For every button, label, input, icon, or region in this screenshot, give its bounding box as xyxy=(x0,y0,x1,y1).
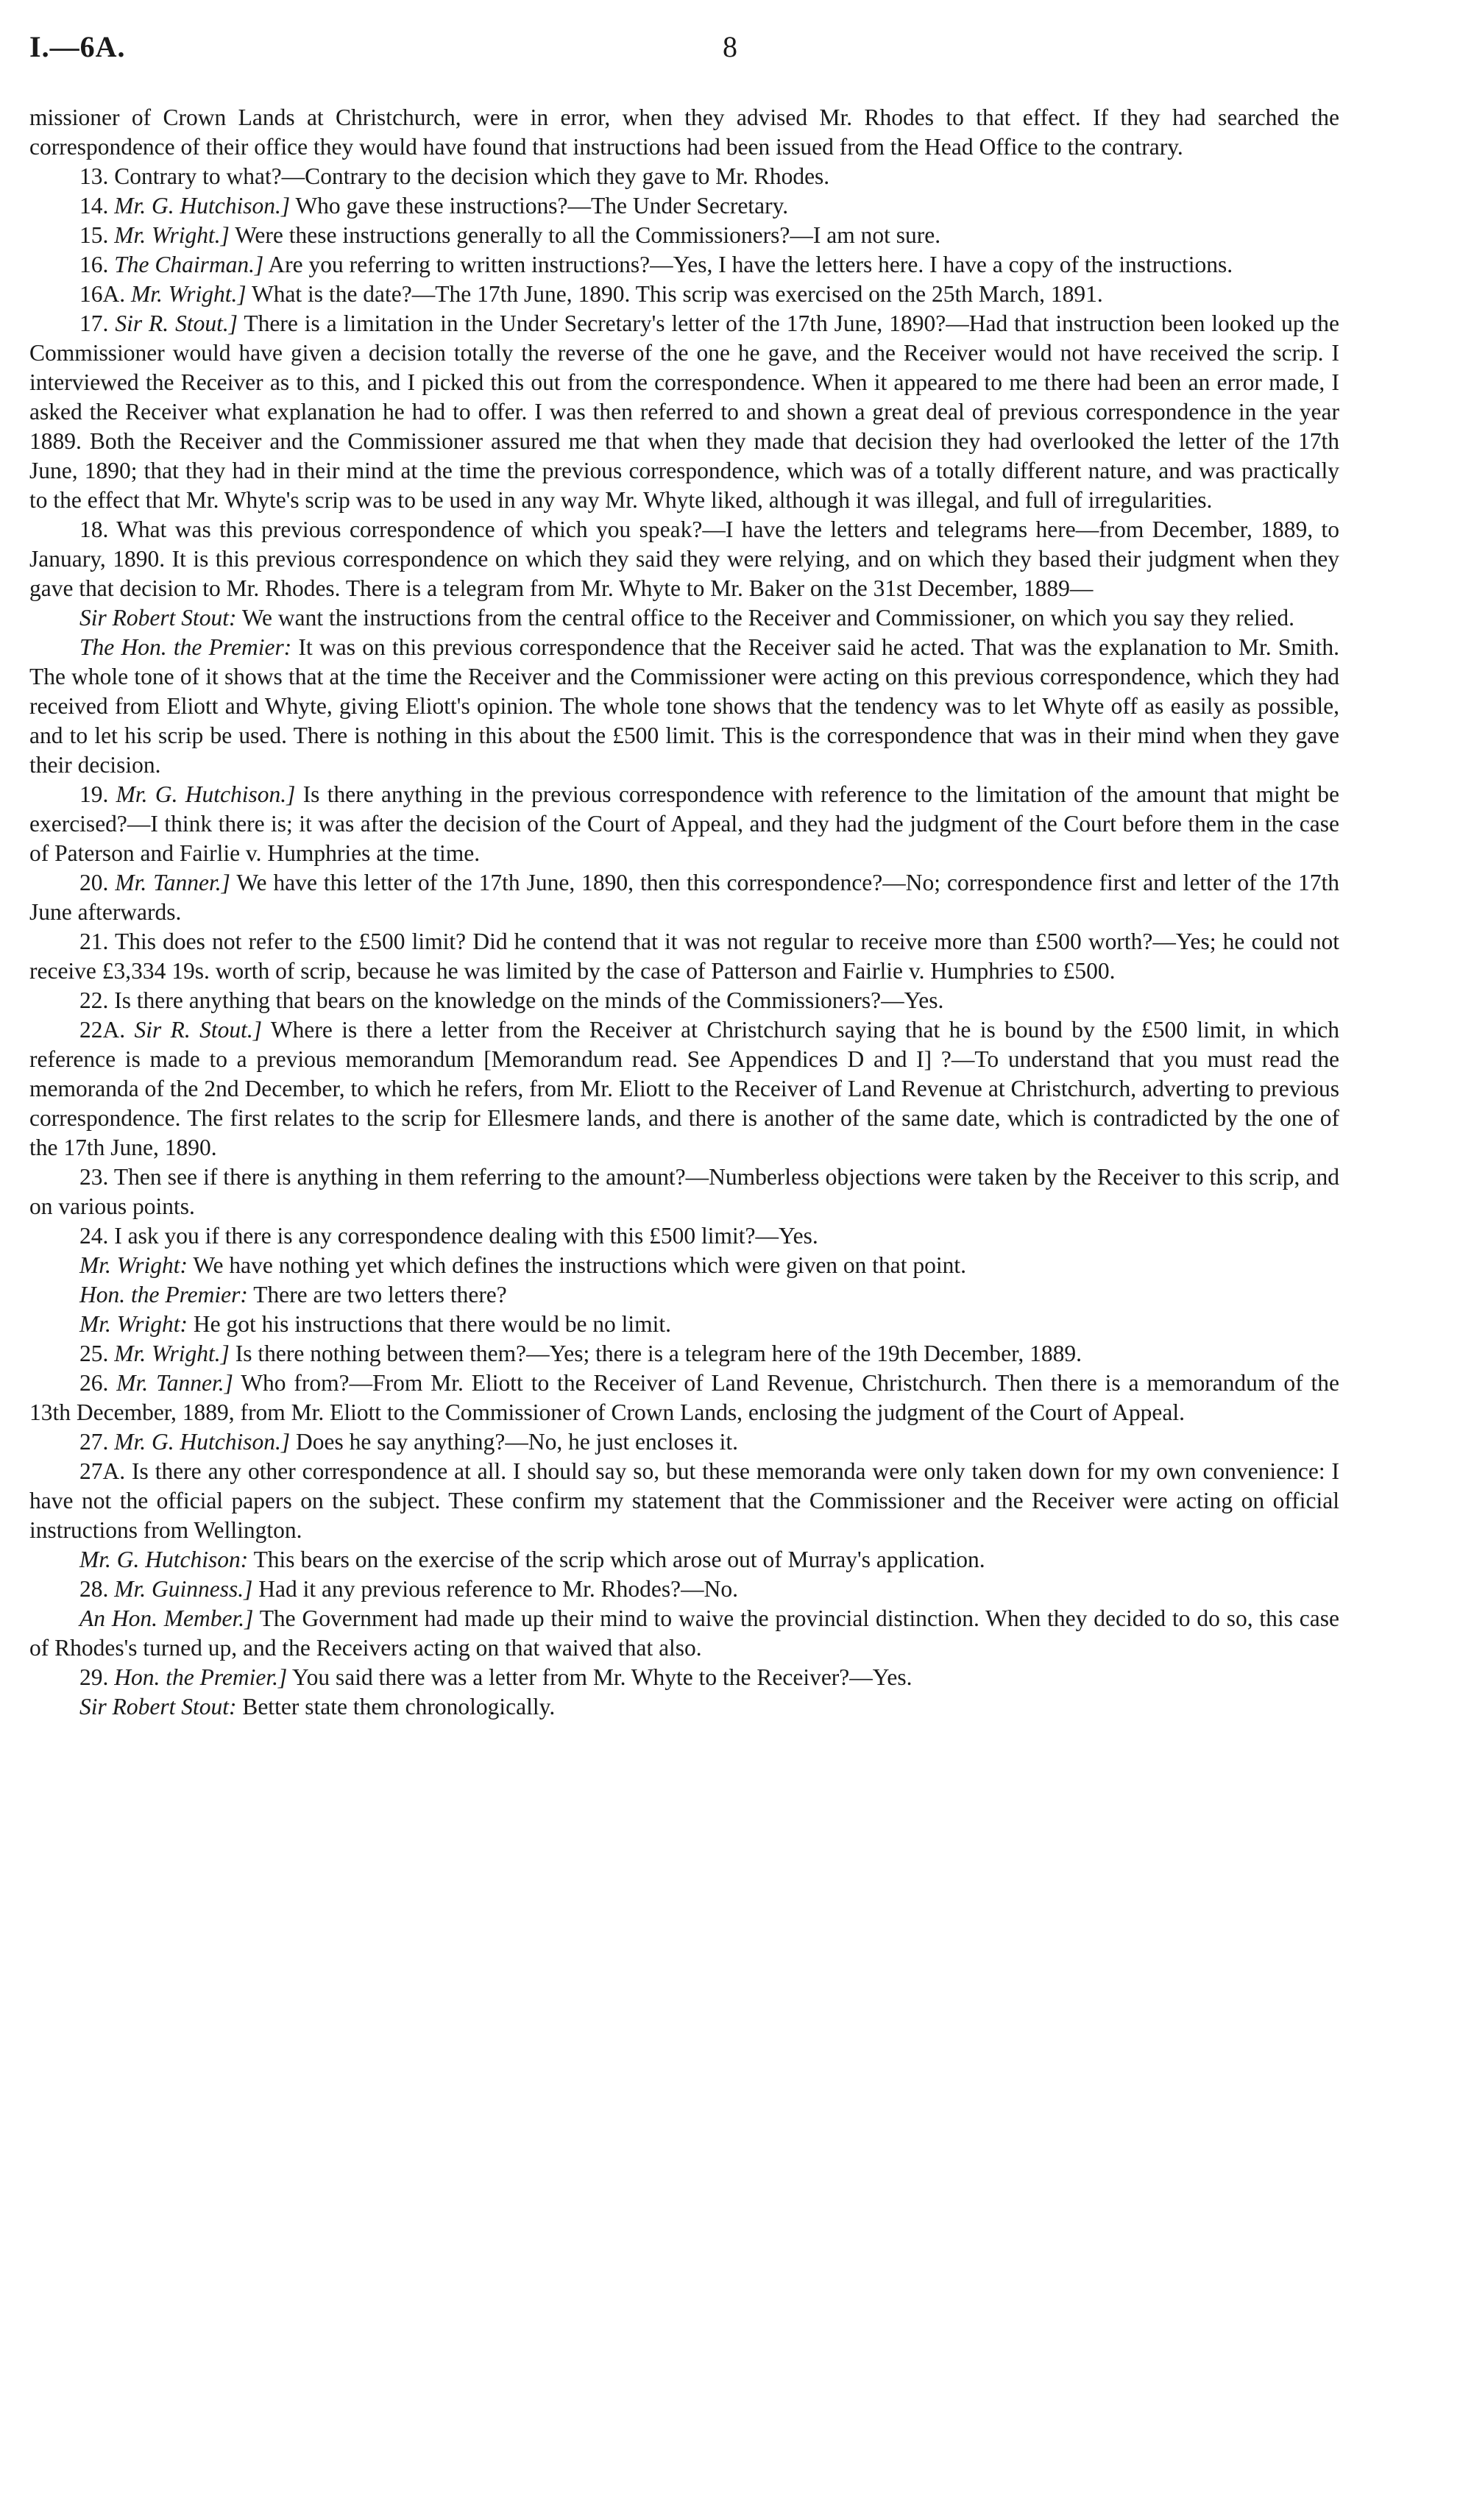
paragraph-13: 13. Contrary to what?—Contrary to the decision which they gave to Mr. Rhodes. xyxy=(79,163,830,189)
paragraph-stout-remark: Sir Robert Stout: We want the instructions from the central office to the Receiver and Commissioner, on which you say they relied. xyxy=(79,605,1295,631)
paragraph-stout-closing: Sir Robert Stout: Better state them chronologically. xyxy=(79,1694,556,1719)
paragraph-21: 21. This does not refer to the £500 limit? Did he contend that it was not regular to receive more than £500 worth?—Yes; he could not receive £3,334 19s. worth of scrip, because he was limited by the case of Patterson and Fairlie v. Humphries to £500. xyxy=(29,929,1339,984)
paragraph-27a: 27A. Is there any other correspondence at all. I should say so, but these memoranda were only taken down for my own convenience: I have not the official papers on the subject. These confirm my statement that the Commissioner and the Receiver were acting on official instructions from Wellington. xyxy=(29,1458,1339,1543)
paragraph-15: 15. Mr. Wright.] Were these instructions generally to all the Commissioners?—I am not sure. xyxy=(79,222,941,248)
document-body xyxy=(29,103,1339,1722)
section-reference: I.—6A. xyxy=(29,30,126,63)
paragraph-24: 24. I ask you if there is any correspondence dealing with this £500 limit?—Yes. xyxy=(79,1223,818,1249)
paragraph-18: 18. What was this previous correspondence of which you speak?—I have the letters and telegrams here—from December, 1889, to January, 1890. It is this previous correspondence on which they said they were relying, and on which they based their judgment when they gave that decision to Mr. Rhodes. There is a telegram from Mr. Whyte to Mr. Baker on the 31st December, 1889— xyxy=(29,517,1339,601)
paragraph-22: 22. Is there anything that bears on the knowledge on the minds of the Commissioners?—Yes. xyxy=(79,987,944,1013)
paragraph-wright-reply: Mr. Wright: He got his instructions that there would be no limit. xyxy=(79,1311,672,1337)
paragraph-25: 25. Mr. Wright.] Is there nothing between them?—Yes; there is a telegram here of the 19th December, 1889. xyxy=(79,1341,1082,1366)
paragraph-26: 26. Mr. Tanner.] Who from?—From Mr. Eliott to the Receiver of Land Revenue, Christchurch. Then there is a memorandum of the 13th December, 1889, from Mr. Eliott to the Commissioner of Crown Lands, enclosing the judgment of the Court of Appeal. xyxy=(29,1370,1339,1425)
paragraph-20: 20. Mr. Tanner.] We have this letter of the 17th June, 1890, then this correspondence?—No; correspondence first and letter of the 17th June afterwards. xyxy=(29,870,1339,925)
paragraph-28: 28. Mr. Guinness.] Had it any previous reference to Mr. Rhodes?—No. xyxy=(79,1576,738,1602)
paragraph-16a: 16A. Mr. Wright.] What is the date?—The 17th June, 1890. This scrip was exercised on the 25th March, 1891. xyxy=(79,281,1103,307)
paragraph-19: 19. Mr. G. Hutchison.] Is there anything in the previous correspondence with reference to the limitation of the amount that might be exercised?—I think there is; it was after the decision of the Court of Appeal, and they had the judgment of the Court before them in the case of Paterson and Fairlie v. Humphries at the time. xyxy=(29,781,1339,866)
paragraph-premier-remark: The Hon. the Premier: It was on this previous correspondence that the Receiver said he acted. That was the explanation to Mr. Smith. The whole tone of it shows that at the time the Receiver and the Commissioner were acting on this previous correspondence, which they had received from Eliott and Whyte, giving Eliott's opinion. The whole tone shows that the tendency was to let Whyte off as easily as possible, and to let his scrip be used. There is nothing in this about the £500 limit. This is the correspondence that was in their mind when they gave their decision. xyxy=(29,634,1340,778)
paragraph-27: 27. Mr. G. Hutchison.] Does he say anything?—No, he just encloses it. xyxy=(79,1429,739,1455)
paragraph-wright-remark: Mr. Wright: We have nothing yet which defines the instructions which were given on that point. xyxy=(79,1252,967,1278)
paragraph-29: 29. Hon. the Premier.] You said there was a letter from Mr. Whyte to the Receiver?—Yes. xyxy=(79,1664,912,1690)
paragraph-23: 23. Then see if there is anything in them referring to the amount?—Numberless objections were taken by the Receiver to this scrip, and on various points. xyxy=(29,1164,1339,1219)
paragraph-14: 14. Mr. G. Hutchison.] Who gave these instructions?—The Under Secretary. xyxy=(79,193,789,219)
paragraph-17: 17. Sir R. Stout.] There is a limitation in the Under Secretary's letter of the 17th June, 1890?—Had that instruction been looked up the Commissioner would have given a decision totally the reverse of the one he gave, and the Receiver would not have received the scrip. I interviewed the Receiver as to this, and I picked this out from the correspondence. When it appeared to me there had been an error made, I asked the Receiver what explanation he had to offer. I was then referred to and shown a great deal of previous correspondence in the year 1889. Both the Receiver and the Commissioner assured me that when they made that decision they had overlooked the letter of the 17th June, 1890; that they had in their mind at the time the previous correspondence, which was of a totally different nature, and was practically to the effect that Mr. Whyte's scrip was to be used in any way Mr. Whyte liked, although it was illegal, and full of irregularities. xyxy=(29,310,1340,513)
paragraph-continuation: missioner of Crown Lands at Christchurch, were in error, when they advised Mr. Rhodes to that effect. If they had searched the correspondence of their office they would have found that instructions had been issued from the Head Office to the contrary. xyxy=(29,104,1339,160)
paragraph-premier-question: Hon. the Premier: There are two letters there? xyxy=(79,1282,507,1307)
paragraph-16: 16. The Chairman.] Are you referring to written instructions?—Yes, I have the letters here. I have a copy of the instructions. xyxy=(79,252,1233,277)
paragraph-hutchison-remark: Mr. G. Hutchison: This bears on the exercise of the scrip which arose out of Murray's application. xyxy=(79,1547,985,1572)
paragraph-22a: 22A. Sir R. Stout.] Where is there a letter from the Receiver at Christchurch saying that he is bound by the £500 limit, in which reference is made to a previous memorandum [Memorandum read. See Appendices D and I] ?—To understand that you must read the memoranda of the 2nd December, to which he refers, from Mr. Eliott to the Receiver of Land Revenue at Christchurch, adverting to previous correspondence. The first relates to the scrip for Ellesmere lands, and there is another of the same date, which is contradicted by the one of the 17th June, 1890. xyxy=(29,1017,1340,1160)
paragraph-member-remark: An Hon. Member.] The Government had made up their mind to waive the provincial distinction. When they decided to do so, this case of Rhodes's turned up, and the Receivers acting on that waived that also. xyxy=(29,1605,1339,1661)
page-number: 8 xyxy=(723,30,737,63)
